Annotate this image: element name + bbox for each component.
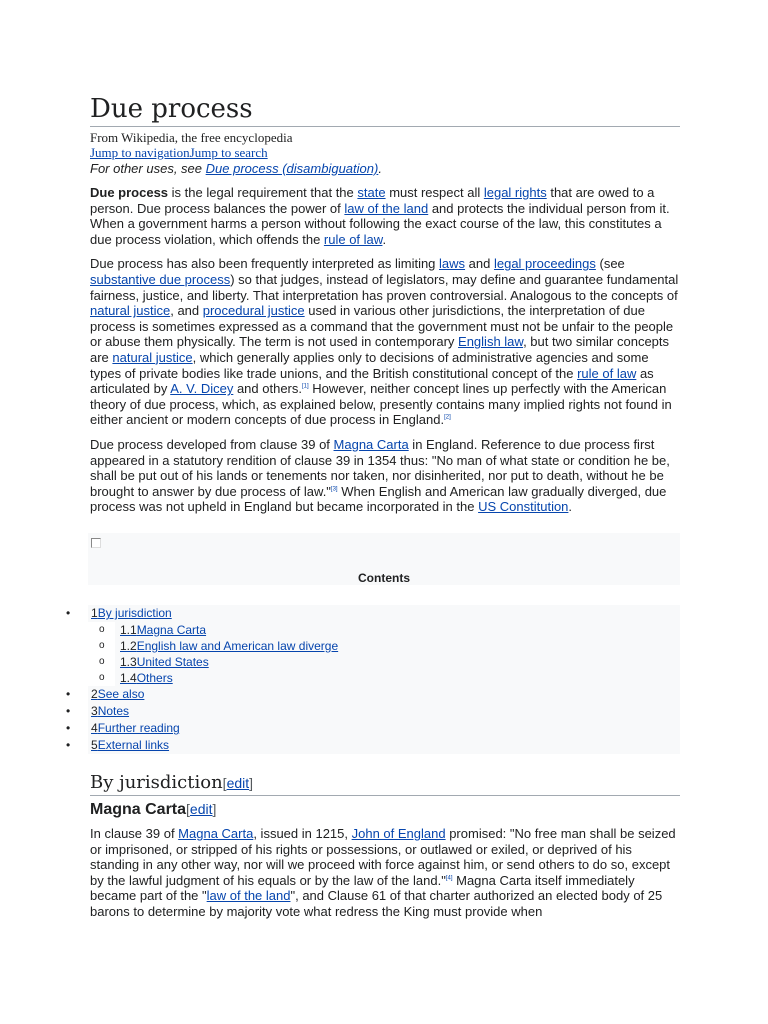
toc-item[interactable] (0, 720, 680, 737)
intro-paragraph-1: Due process is the legal requirement that the state must respect all legal rights that are owed to a person. Due process balances the power of law of the land and protects the individual person from it. When a government harms a person without following the exact course of the law, this constitutes a due process violation, which offends the rule of law. (90, 185, 670, 247)
toc-number: 3 (91, 704, 98, 718)
edit-link-by-jurisdiction[interactable]: edit (226, 775, 250, 791)
page-title: Due process (90, 92, 680, 127)
link-legal-rights[interactable]: legal rights (483, 185, 547, 200)
section-edit: [edit] (222, 775, 254, 791)
toc-link[interactable] (91, 703, 129, 720)
link-substantive-due-process[interactable]: substantive due process (90, 271, 231, 287)
toc-bullet: • (66, 738, 71, 752)
toc-number: 2 (91, 687, 98, 701)
toc-title: Contents (358, 571, 410, 585)
link-natural-justice-2[interactable]: natural justice (112, 349, 193, 365)
link-av-dicey[interactable]: A. V. Dicey (170, 381, 234, 397)
toc-link[interactable] (91, 686, 144, 703)
toc-bullet: o (99, 640, 105, 651)
link-magna-carta-2[interactable]: Magna Carta (178, 826, 254, 841)
link-magna-carta[interactable]: Magna Carta (333, 436, 409, 452)
jump-to-navigation-link[interactable]: Jump to navigation (90, 145, 190, 160)
edit-link-magna-carta[interactable]: edit (189, 801, 213, 817)
toc-number: 1.1 (120, 623, 137, 637)
jump-to-search-link[interactable]: Jump to search (189, 145, 268, 160)
toc-item-background (88, 737, 680, 754)
toc-item-background (115, 670, 680, 686)
link-legal-proceedings[interactable]: legal proceedings (493, 256, 596, 272)
toc-label: See also (97, 687, 145, 701)
link-john-of-england[interactable]: John of England (351, 826, 446, 841)
toc-label: Further reading (97, 721, 180, 735)
reference-4[interactable]: [4] (445, 875, 453, 882)
link-procedural-justice[interactable]: procedural justice (202, 303, 305, 319)
toc-label: External links (97, 738, 170, 752)
toc-item[interactable] (0, 737, 680, 754)
toc-link[interactable] (120, 654, 209, 670)
link-state[interactable]: state (357, 185, 386, 200)
toc-toggle-checkbox[interactable] (91, 538, 101, 548)
toc-number: 1 (91, 606, 98, 620)
article-content (90, 92, 680, 515)
link-rule-of-law-2[interactable]: rule of law (577, 365, 637, 381)
toc-item[interactable] (0, 638, 680, 654)
toc-number: 1.2 (120, 639, 137, 653)
toc-item-background (88, 703, 680, 720)
link-law-of-the-land-2[interactable]: law of the land (206, 888, 291, 904)
toc-label: United States (136, 655, 209, 669)
toc-link[interactable] (120, 638, 338, 654)
toc-item[interactable] (0, 654, 680, 670)
magna-carta-paragraph: In clause 39 of Magna Carta, issued in 1215, John of England promised: "No free man shall be seized or imprisoned, or stripped of his rights or possessions, or outlawed or exiled, or deprived of his standing in any other way, nor will we proceed with force against him, or send others to do so, except by the lawful judgment of his equals or by the law of the land."[4] Magna Carta itself immediately became part of the "law of the land", and Clause 61 of that charter authorized an elected body of 25 barons to determine by majority vote what redress the King must provide when (90, 826, 676, 919)
toc-bullet: o (99, 672, 105, 683)
link-law-of-the-land[interactable]: law of the land (344, 200, 429, 216)
toc-item-background (88, 605, 680, 622)
toc-item[interactable] (0, 622, 680, 638)
toc-item[interactable] (0, 670, 680, 686)
site-tagline: From Wikipedia, the free encyclopedia (90, 130, 293, 145)
intro-paragraph-2: Due process has also been frequently interpreted as limiting laws and legal proceedings (see substantive due process) so that judges, instead of legislators, may define and guarantee fundamental fairness, justice, and liberty. That interpretation has proven controversial. Analogous to the concepts of natural justice, and procedural justice used in various other jurisdictions, the interpretation of due process is sometimes expressed as a command that the government must not be unfair to the people or abuse them physically. The term is not used in contemporary English law, but two similar concepts are natural justice, which generally applies only to decisions of administrative agencies and some types of private bodies like trade unions, and the British constitutional concept of the rule of law as articulated by A. V. Dicey and others.[1] However, neither concept lines up perfectly with the American theory of due process, which, as explained below, presently contains many implied rights not found in either ancient or modern concepts of due process in England.[2] (90, 256, 679, 428)
intro-paragraph-3: Due process developed from clause 39 of Magna Carta in England. Reference to due process first appeared in a statutory rendition of clause 39 in 1354 thus: "No man of what state or condition he be, shall be put out of his lands or tenements nor taken, nor disinherited, nor put to death, without he be brought to answer by due process of law."[3] When English and American law gradually diverged, due process was not upheld in England but became incorporated in the US Constitution. (90, 436, 670, 515)
jump-links (90, 145, 680, 160)
toc-bullet: o (99, 624, 105, 635)
toc-list (0, 605, 680, 754)
toc-item-background (88, 686, 680, 703)
toc-number: 1.3 (120, 655, 137, 669)
toc-label: Notes (97, 704, 130, 718)
disambiguation-link[interactable]: Due process (disambiguation) (205, 161, 379, 176)
toc-number: 1.4 (120, 671, 137, 685)
toc-link[interactable] (120, 670, 173, 686)
toc-link[interactable] (91, 605, 172, 622)
link-laws[interactable]: laws (439, 256, 466, 272)
link-natural-justice[interactable]: natural justice (90, 303, 171, 319)
link-english-law[interactable]: English law (458, 334, 524, 350)
toc-item[interactable] (0, 703, 680, 720)
section-heading-by-jurisdiction: By jurisdiction[edit] (90, 771, 680, 796)
toc-bullet: • (66, 606, 71, 620)
toc-label: Others (136, 671, 173, 685)
toc-bullet: • (66, 704, 71, 718)
toc-label: English law and American law diverge (136, 639, 339, 653)
hatnote: For other uses, see Due process (disambiguation). (90, 161, 382, 176)
reference-2[interactable]: [2] (444, 414, 451, 421)
link-us-constitution[interactable]: US Constitution (478, 499, 569, 515)
toc-link[interactable] (91, 720, 180, 737)
toc-bullet: • (66, 721, 71, 735)
section-edit: [edit] (186, 801, 217, 817)
toc-link[interactable] (120, 622, 206, 638)
toc-number: 5 (91, 738, 98, 752)
toc-bullet: o (99, 656, 105, 667)
toc-link[interactable] (91, 737, 169, 754)
section-heading-magna-carta: Magna Carta[edit] (90, 801, 217, 818)
link-rule-of-law[interactable]: rule of law (323, 231, 383, 247)
reference-3[interactable]: [3] (330, 486, 338, 493)
toc-item[interactable] (0, 605, 680, 622)
toc-number: 4 (91, 721, 98, 735)
toc-label: Magna Carta (136, 623, 207, 637)
toc-bullet: • (66, 687, 71, 701)
magna-carta-section (90, 817, 680, 920)
toc-label: By jurisdiction (97, 606, 172, 620)
toc-item[interactable] (0, 686, 680, 703)
reference-1[interactable]: [1] (301, 383, 309, 390)
